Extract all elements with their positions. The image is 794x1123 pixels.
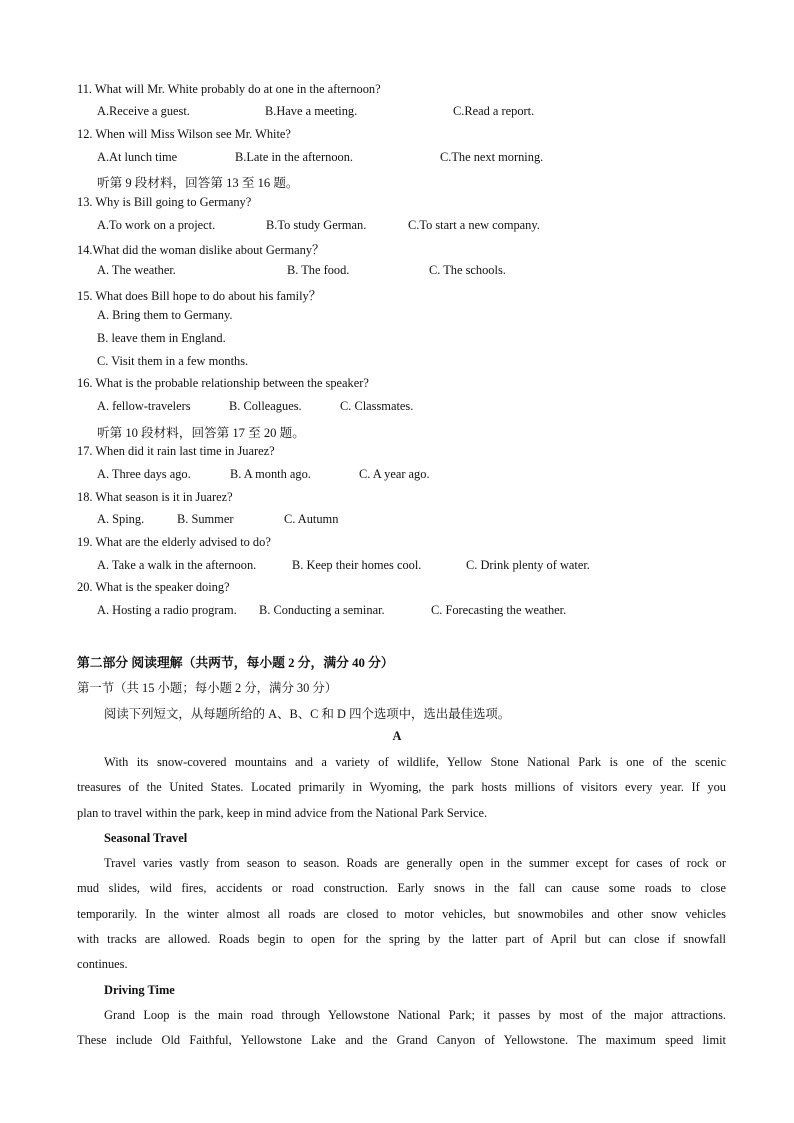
paragraph-line: mud slides, wild fires, accidents or road construction. Early snows in the fall can cause some roads to close — [77, 881, 726, 896]
paragraph-2 — [77, 851, 726, 977]
paragraph-line: temporarily. In the winter almost all roads are closed to motor vehicles, but snowmobiles and other snow vehicles — [77, 906, 726, 921]
paragraph-1 — [77, 750, 726, 826]
material-10-instruction: 听第 10 段材料，回答第 17 至 20 题。 — [97, 426, 305, 440]
option-c: C. A year ago. — [359, 467, 430, 481]
option-b: B. Conducting a seminar. — [259, 603, 385, 617]
question-19: 19. What are the elderly advised to do? — [77, 535, 271, 549]
paragraph-line: Grand Loop is the main road through Yellowstone National Park; it passes by most of the major attractions. — [104, 1008, 726, 1022]
option-c: C. Drink plenty of water. — [466, 558, 590, 572]
question-17: 17. When did it rain last time in Juarez? — [77, 444, 275, 458]
option-b: B. Keep their homes cool. — [292, 558, 422, 572]
option-c: C. Classmates. — [340, 399, 414, 413]
paragraph-line: Travel varies vastly from season to season. Roads are generally open in the summer except for cases of rock or — [104, 856, 726, 870]
subheading-seasonal-travel: Seasonal Travel — [104, 831, 188, 845]
subheading-driving-time: Driving Time — [104, 983, 175, 997]
question-15-option-c: C. Visit them in a few months. — [97, 354, 249, 368]
section-subtitle: 第一节（共 15 小题；每小题 2 分，满分 30 分） — [77, 681, 338, 695]
option-a: A. fellow-travelers — [97, 399, 191, 413]
question-16: 16. What is the probable relationship between the speaker? — [77, 376, 369, 390]
option-c: C.To start a new company. — [408, 218, 540, 232]
question-12: 12. When will Miss Wilson see Mr. White? — [77, 127, 291, 141]
paragraph-line: with tracks are allowed. Roads begin to open for the spring by the latter part of April but can close if snowfall — [77, 931, 726, 946]
option-a: A.To work on a project. — [97, 218, 216, 232]
question-13: 13. Why is Bill going to Germany? — [77, 195, 252, 209]
paragraph-line: continues. — [77, 957, 128, 972]
material-9-instruction: 听第 9 段材料，回答第 13 至 16 题。 — [97, 176, 299, 190]
option-a: A. Hosting a radio program. — [97, 603, 237, 617]
question-18: 18. What season is it in Juarez? — [77, 490, 233, 504]
option-b: B.Late in the afternoon. — [235, 150, 354, 164]
reading-instruction: 阅读下列短文，从每题所给的 A、B、C 和 D 四个选项中，选出最佳选项。 — [104, 707, 511, 721]
option-a: A.At lunch time — [97, 150, 178, 164]
option-b: B. Colleagues. — [229, 399, 302, 413]
option-b: B. A month ago. — [230, 467, 311, 481]
option-c: C.The next morning. — [440, 150, 544, 164]
option-b: B. Summer — [177, 512, 234, 526]
option-b: B.To study German. — [266, 218, 367, 232]
paragraph-3 — [77, 1003, 726, 1054]
question-15-option-a: A. Bring them to Germany. — [97, 308, 233, 322]
question-15-option-b: B. leave them in England. — [97, 331, 226, 345]
option-c: C. Forecasting the weather. — [431, 603, 567, 617]
question-20: 20. What is the speaker doing? — [77, 580, 230, 594]
passage-letter: A — [392, 729, 402, 743]
option-c: C. Autumn — [284, 512, 339, 526]
question-15: 15. What does Bill hope to do about his family？ — [77, 289, 322, 303]
paragraph-line: With its snow-covered mountains and a variety of wildlife, Yellow Stone National Park is one of the scenic — [104, 755, 726, 769]
option-c: C.Read a report. — [453, 104, 535, 118]
option-a: A. Sping. — [97, 512, 145, 526]
option-a: A. Take a walk in the afternoon. — [97, 558, 257, 572]
question-11: 11. What will Mr. White probably do at one in the afternoon? — [77, 82, 381, 96]
option-a: A. Three days ago. — [97, 467, 191, 481]
option-b: B. The food. — [287, 263, 350, 277]
section-title: 第二部分 阅读理解（共两节，每小题 2 分，满分 40 分） — [77, 656, 394, 670]
paragraph-line: treasures of the United States. Located primarily in Wyoming, the park hosts millions of visitors every year. If you — [77, 780, 726, 795]
paragraph-line: plan to travel within the park, keep in mind advice from the National Park Service. — [77, 805, 488, 820]
option-a: A.Receive a guest. — [97, 104, 190, 118]
option-b: B.Have a meeting. — [265, 104, 358, 118]
option-a: A. The weather. — [97, 263, 176, 277]
option-c: C. The schools. — [429, 263, 506, 277]
paragraph-line: These include Old Faithful, Yellowstone Lake and the Grand Canyon of Yellowstone. The maximum speed limit — [77, 1033, 726, 1048]
question-14: 14.What did the woman dislike about Germany？ — [77, 243, 325, 257]
